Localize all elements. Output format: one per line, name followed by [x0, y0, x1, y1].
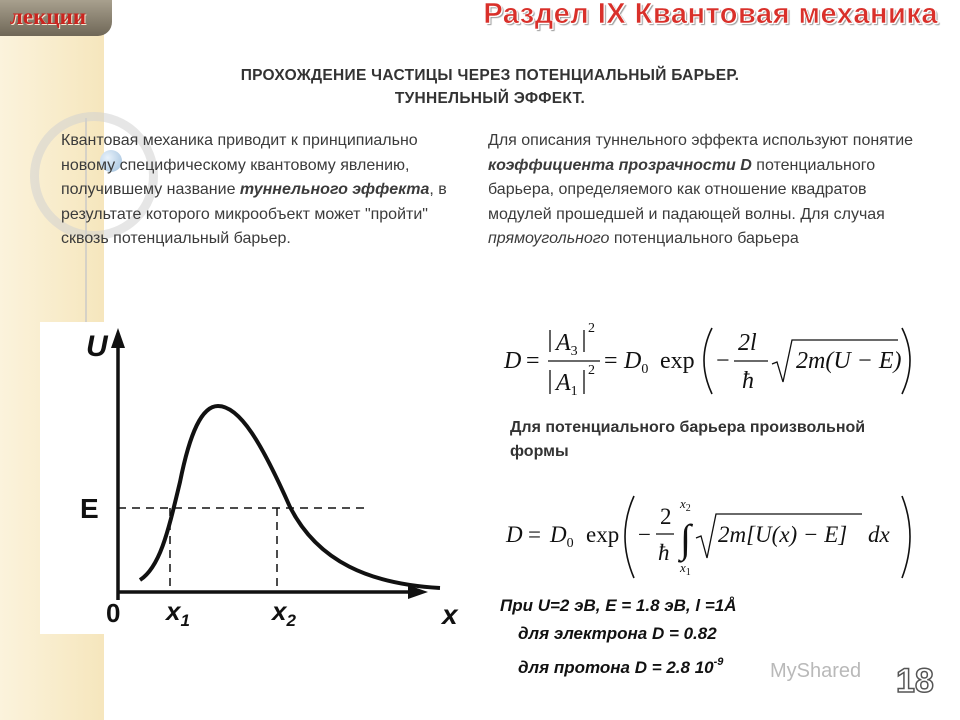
- x-axis-label: x: [442, 599, 458, 630]
- f2-lower-limit: $x_1$: [680, 560, 691, 578]
- f1-right-paren: [902, 328, 910, 394]
- origin-label: 0: [106, 598, 121, 628]
- heading-line-1: ПРОХОЖДЕНИЕ ЧАСТИЦЫ ЧЕРЕЗ ПОТЕНЦИАЛЬНЫЙ БАРЬЕР.: [240, 67, 740, 84]
- f1-D: D: [504, 348, 522, 374]
- right-text-part3: потенциального барьера: [609, 230, 799, 247]
- result-proton: [518, 648, 723, 682]
- f1-A1: $A_1$: [556, 370, 578, 399]
- f1-hbar: ħ: [742, 368, 754, 394]
- f2-right-paren: [902, 496, 910, 578]
- f1-D0: $D_0$: [624, 348, 649, 377]
- slide-heading: [100, 64, 880, 110]
- right-paragraph: [488, 129, 918, 252]
- energy-label: E: [80, 493, 99, 524]
- left-text-emphasis: туннельного эффекта: [239, 181, 430, 198]
- right-text-part1: Для описания туннельного эффекта используют понятие: [488, 132, 914, 149]
- f1-eq1: =: [526, 348, 540, 374]
- result-conditions: При U=2 эВ, E = 1.8 эВ, l =1Å: [500, 596, 737, 615]
- f2-dx: dx: [868, 522, 890, 547]
- lecture-tab: [0, 0, 112, 36]
- f1-pow-top: 2: [588, 321, 595, 336]
- f1-numerator: 2l: [738, 330, 757, 356]
- page-number: 18: [896, 662, 934, 700]
- right-text-part2: потенциального барьера, определяемого как отношение квадратов модулей прошедшей и падающей волны. Для случая: [488, 156, 885, 223]
- f1-left-paren: [704, 328, 712, 394]
- potential-barrier-graph: [40, 322, 466, 634]
- result-electron: для электрона D = 0.82: [518, 624, 717, 643]
- f2-D: D: [506, 522, 523, 547]
- f2-hbar: ħ: [658, 540, 670, 565]
- f1-minus: −: [716, 348, 730, 374]
- result-proton-text: для протона D = 2.8 10: [518, 658, 714, 677]
- f2-D0: $D_0$: [550, 522, 574, 551]
- f2-numerator: 2: [660, 504, 672, 529]
- f2-minus: −: [638, 522, 651, 547]
- left-text-part2: , в результате которого микрообъект может "пройти" сквозь потенциальный барьер.: [61, 181, 447, 247]
- right-text-italic: прямоугольного: [488, 230, 610, 247]
- arbitrary-barrier-subheading: Для потенциального барьера произвольной формы: [510, 419, 866, 460]
- f2-left-paren: [625, 496, 634, 578]
- x1-label: $x_1$: [166, 596, 190, 630]
- f2-integral: ∫: [680, 516, 691, 561]
- f1-exp: exp: [660, 348, 695, 374]
- watermark: MyShared: [770, 660, 862, 682]
- f1-eq2: =: [604, 348, 618, 374]
- formula-arbitrary-barrier: [500, 490, 920, 582]
- f2-eq: =: [528, 522, 541, 547]
- f1-radicand: 2m(U − E): [796, 348, 902, 374]
- heading-line-2: ТУННЕЛЬНЫЙ ЭФФЕКТ.: [394, 90, 586, 107]
- f2-radicand: 2m[U(x) − E]: [718, 522, 848, 547]
- y-axis-label: U: [86, 330, 108, 363]
- f1-A3: $A_3$: [556, 330, 578, 359]
- lecture-tab-label: лекции: [10, 4, 87, 29]
- f2-exp: exp: [586, 522, 620, 547]
- graph-background: [40, 322, 466, 634]
- f1-pow-bottom: 2: [588, 363, 595, 378]
- result-proton-exponent: -9: [713, 656, 724, 668]
- f2-upper-limit: $x_2$: [680, 496, 691, 514]
- left-paragraph: [61, 129, 461, 252]
- section-title: Раздел IX Квантовая механика: [483, 0, 938, 30]
- formula-rectangular-barrier: [500, 318, 920, 402]
- right-text-emphasis: коэффициента прозрачности D: [488, 156, 752, 174]
- left-text-part1: Квантовая механика приводит к принципиально новому специфическому квантовому явлению, получившему название: [61, 132, 418, 198]
- x2-label: $x_2$: [272, 596, 296, 630]
